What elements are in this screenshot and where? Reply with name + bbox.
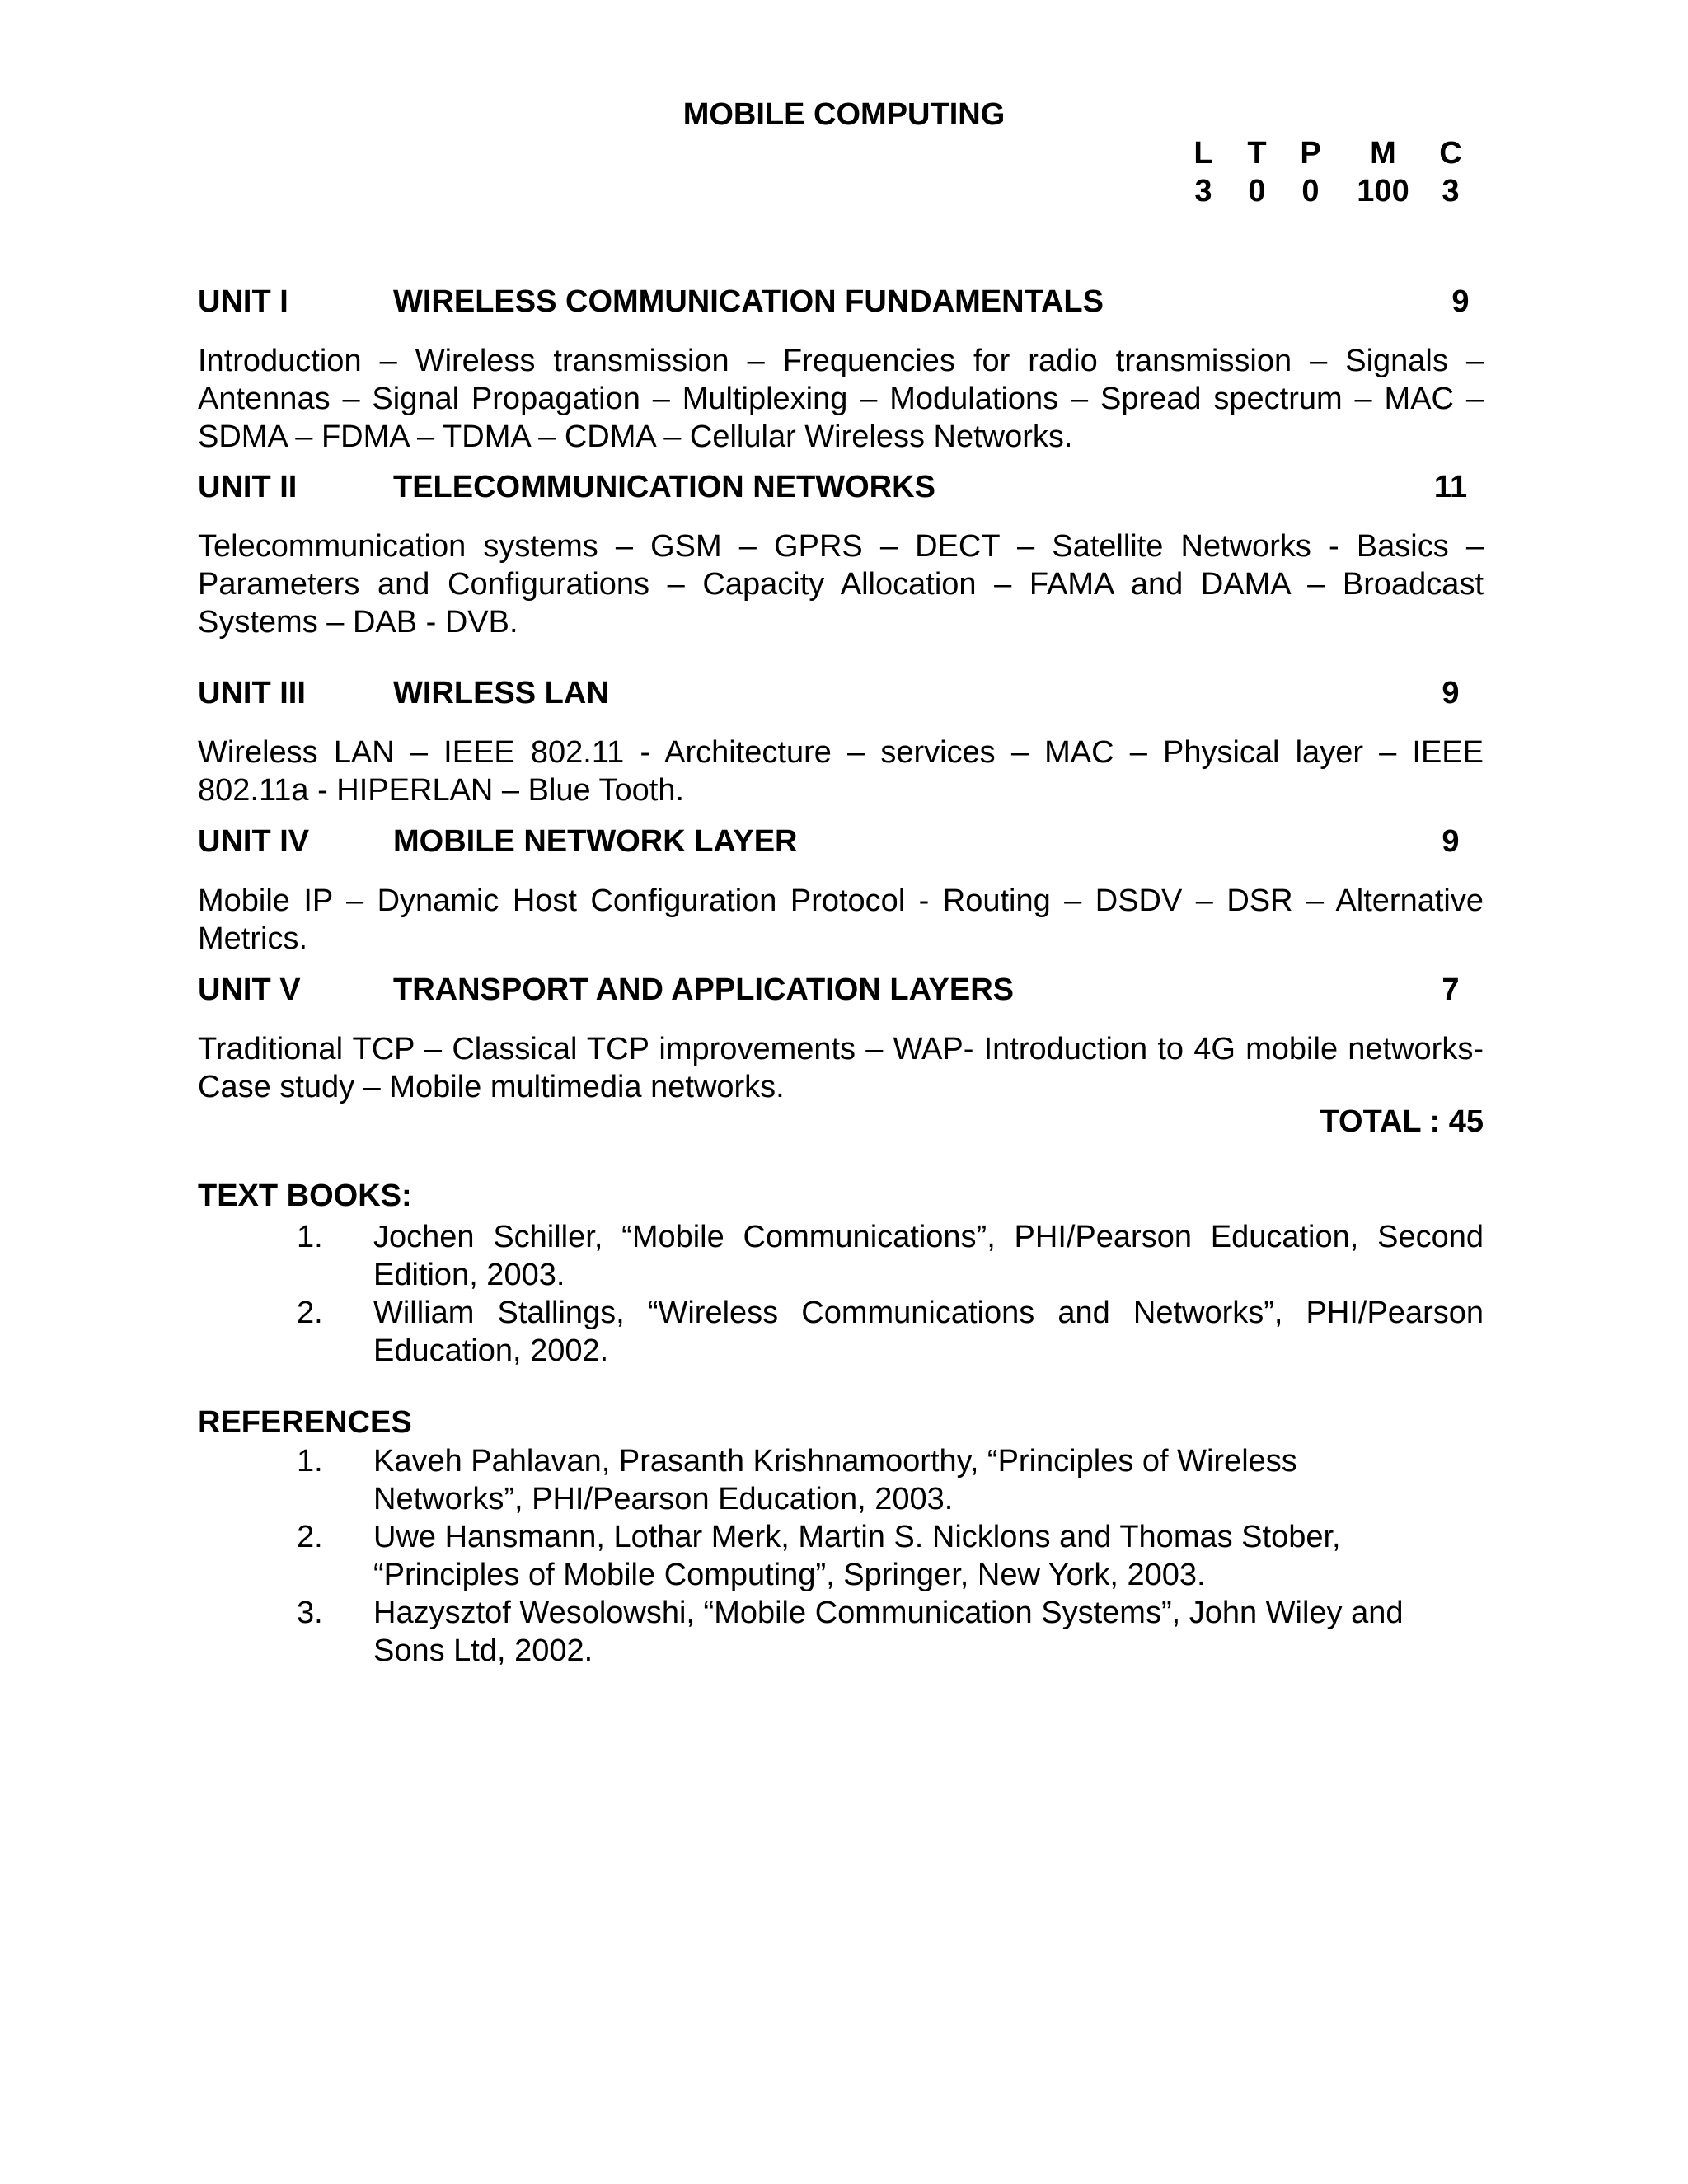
unit-3-content: Wireless LAN – IEEE 802.11 - Architecture – services – MAC – Physical layer – IEEE 802.11a - HIPERLAN – Blue Tooth. (198, 735, 1484, 808)
credits-header-l: L (1193, 136, 1213, 171)
credits-value-c: 3 (1442, 174, 1460, 209)
credits-table (1170, 136, 1484, 212)
credits-header-row (1170, 136, 1484, 174)
total-hours: TOTAL : 45 (1320, 1104, 1484, 1139)
list-item (198, 1442, 1451, 1518)
unit-hours: 11 (1433, 470, 1468, 504)
unit-2-heading (198, 470, 1484, 511)
list-item (198, 1218, 1484, 1294)
references-list (198, 1442, 1451, 1670)
list-text: Jochen Schiller, “Mobile Communications”, PHI/Pearson Education, Second Edition, 2003. (373, 1220, 1484, 1292)
list-item (198, 1294, 1484, 1370)
list-number: 2. (297, 1520, 323, 1554)
unit-hours: 7 (1442, 972, 1460, 1007)
credits-value-t: 0 (1248, 174, 1266, 209)
list-number: 2. (297, 1296, 323, 1330)
credits-value-p: 0 (1301, 174, 1320, 209)
credits-value-row (1170, 174, 1484, 212)
unit-hours: 9 (1442, 676, 1460, 710)
list-number: 1. (297, 1220, 323, 1254)
unit-number: UNIT III (198, 676, 306, 710)
list-text: Kaveh Pahlavan, Prasanth Krishnamoorthy, “Principles of Wireless Networks”, PHI/Pearson Education, 2003. (373, 1444, 1297, 1516)
text-books-list (198, 1218, 1484, 1370)
unit-5-content: Traditional TCP – Classical TCP improvements – WAP- Introduction to 4G mobile networks- Case study – Mobile multimedia networks. (198, 1032, 1484, 1104)
unit-5-heading (198, 972, 1484, 1014)
unit-hours: 9 (1442, 824, 1460, 859)
unit-4-heading (198, 824, 1484, 865)
credits-header-c: C (1439, 136, 1462, 171)
text-books-heading: TEXT BOOKS: (198, 1179, 412, 1213)
unit-title: MOBILE NETWORK LAYER (393, 824, 798, 859)
list-item (198, 1594, 1451, 1670)
credits-value-m: 100 (1357, 174, 1409, 209)
unit-1-content: Introduction – Wireless transmission – Frequencies for radio transmission – Signals – Antennas – Signal Propagation – Multiplexing – Modulations – Spread spectrum – MAC – SDMA – FDMA – TDMA – CDMA – Cellular Wireless Networks. (198, 344, 1484, 454)
list-text: Uwe Hansmann, Lothar Merk, Martin S. Nicklons and Thomas Stober, “Principles of Mobile Computing”, Springer, New York, 2003. (373, 1520, 1341, 1592)
unit-1-heading (198, 284, 1484, 326)
credits-header-p: P (1300, 136, 1321, 171)
list-number: 1. (297, 1444, 323, 1479)
unit-4-content: Mobile IP – Dynamic Host Configuration Protocol - Routing – DSDV – DSR – Alternative Metrics. (198, 883, 1484, 956)
list-text: William Stallings, “Wireless Communications and Networks”, PHI/Pearson Education, 2002. (373, 1296, 1484, 1368)
unit-title: WIRELESS COMMUNICATION FUNDAMENTALS (393, 284, 1104, 319)
unit-number: UNIT I (198, 284, 288, 319)
unit-title: WIRLESS LAN (393, 676, 609, 710)
unit-number: UNIT IV (198, 824, 310, 859)
unit-hours: 9 (1451, 284, 1470, 319)
list-item (198, 1518, 1451, 1594)
unit-title: TELECOMMUNICATION NETWORKS (393, 470, 935, 504)
unit-3-heading (198, 676, 1484, 717)
list-number: 3. (297, 1596, 323, 1630)
page-title: MOBILE COMPUTING (682, 97, 1006, 132)
unit-number: UNIT V (198, 972, 301, 1007)
list-text: Hazysztof Wesolowshi, “Mobile Communication Systems”, John Wiley and Sons Ltd, 2002. (373, 1596, 1404, 1668)
references-heading: REFERENCES (198, 1405, 412, 1440)
unit-2-content: Telecommunication systems – GSM – GPRS – DECT – Satellite Networks - Basics – Parameters and Configurations – Capacity Allocation – FAMA and DAMA – Broadcast Systems – DAB - DVB. (198, 529, 1484, 640)
credits-value-l: 3 (1194, 174, 1212, 209)
unit-number: UNIT II (198, 470, 298, 504)
credits-header-m: M (1370, 136, 1396, 171)
unit-title: TRANSPORT AND APPLICATION LAYERS (393, 972, 1015, 1007)
credits-header-t: T (1247, 136, 1267, 171)
